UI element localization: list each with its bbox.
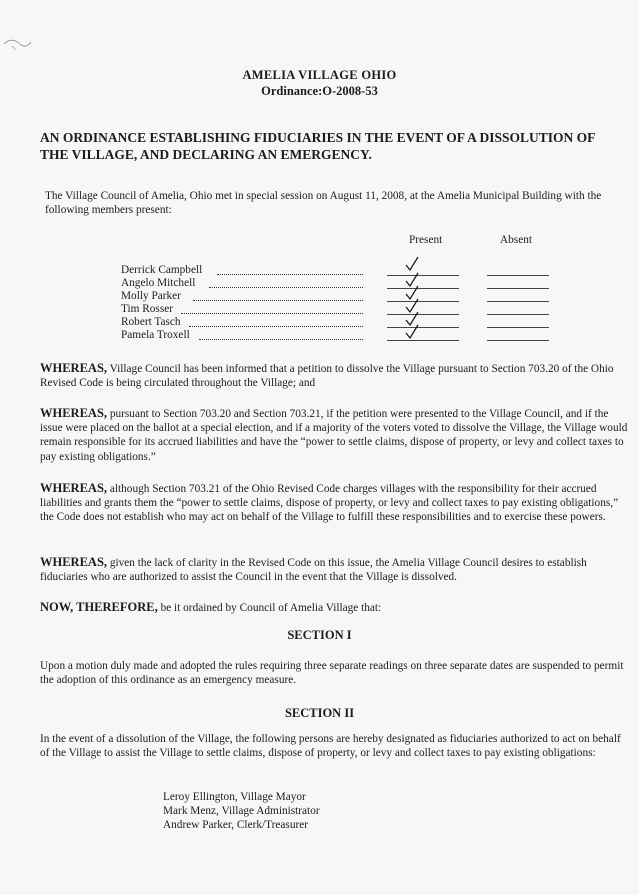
whereas-lead: WHEREAS,	[40, 406, 108, 420]
now-therefore-lead: NOW, THEREFORE,	[40, 600, 158, 614]
section-1-text: Upon a motion duly made and adopted the rules requiring three separate readings on three separate dates are suspended to permit the adoption of this ordinance as an emergency measure.	[40, 660, 624, 687]
whereas-paragraph	[40, 406, 630, 464]
present-column-header: Present	[409, 234, 443, 246]
whereas-paragraph	[40, 481, 630, 525]
scan-mark-icon	[2, 34, 32, 52]
section-2-text: In the event of a dissolution of the Village, the following persons are hereby designated as fiduciaries authorized to act on behalf of the Village to assist the Village to settle claims, dispose of property, or levy and collect taxes to pay existing obligations:	[40, 733, 621, 760]
member-name: Tim Rosser	[121, 303, 174, 315]
absent-column-header: Absent	[500, 234, 533, 246]
fiduciary-item: Leroy Ellington, Village Mayor	[163, 791, 306, 803]
absent-line	[487, 340, 549, 341]
whereas-lead: WHEREAS,	[40, 555, 108, 569]
now-therefore-paragraph	[40, 600, 630, 615]
dot-leader	[193, 300, 363, 301]
whereas-text: Village Council has been informed that a petition to dissolve the Village pursuant to Section 703.20 of the Ohio Revised Code is being circulated throughout the Village; and	[40, 363, 614, 390]
absent-line	[487, 288, 549, 289]
dot-leader	[217, 274, 363, 275]
now-therefore-text: be it ordained by Council of Amelia Village that:	[157, 602, 382, 614]
absent-line	[487, 327, 549, 328]
fiduciary-list	[163, 790, 320, 833]
absent-line	[487, 275, 549, 276]
whereas-paragraph	[40, 555, 630, 584]
member-name: Derrick Campbell	[121, 264, 203, 276]
dot-leader	[189, 326, 363, 327]
present-line	[387, 340, 459, 341]
whereas-lead: WHEREAS,	[40, 481, 108, 495]
whereas-lead: WHEREAS,	[40, 361, 108, 375]
ordinance-title: AN ORDINANCE ESTABLISHING FIDUCIARIES IN THE EVENT OF A DISSOLUTION OF THE VILLAGE, AND DECLARING AN EMERGENCY.	[40, 130, 595, 162]
whereas-text: pursuant to Section 703.20 and Section 703.21, if the petition were presented to the Village Council, and if the issue were placed on the ballot at a special election, and if a majority of the voters voted to dissolve the Village, the Village would remain responsible for its accrued liabilities and have the “power to settle claims, dispose of property, or levy and collect taxes to pay existing obligations.”	[40, 408, 628, 463]
fiduciary-item: Mark Menz, Village Administrator	[163, 805, 320, 818]
dot-leader	[181, 313, 363, 314]
intro-paragraph: The Village Council of Amelia, Ohio met in special session on August 11, 2008, at the Amelia Municipal Building with the following members present:	[45, 190, 602, 217]
present-line	[387, 275, 459, 276]
member-name: Molly Parker	[121, 290, 181, 302]
present-line	[387, 288, 459, 289]
dot-leader	[199, 339, 363, 340]
village-name: AMELIA VILLAGE OHIO	[242, 68, 397, 82]
present-line	[387, 327, 459, 328]
checkmark-icon	[403, 323, 421, 341]
whereas-text: although Section 703.21 of the Ohio Revised Code charges villages with the responsibility for their accrued liabilities and grants them the “power to settle claims, dispose of property, or levy and collect taxes to pay existing obligations,” the Code does not establish who may act on behalf of the Village to fulfill these responsibilities and to exercise these powers.	[40, 483, 619, 524]
ordinance-number: Ordinance:O-2008-53	[261, 84, 378, 98]
fiduciary-item: Andrew Parker, Clerk/Treasurer	[163, 819, 309, 832]
member-name: Pamela Troxell	[121, 329, 190, 341]
member-name: Angelo Mitchell	[121, 277, 196, 289]
dot-leader	[209, 287, 363, 288]
absent-line	[487, 314, 549, 315]
section-2-heading: SECTION II	[284, 706, 355, 720]
whereas-text: given the lack of clarity in the Revised Code on this issue, the Amelia Village Council desires to establish fiduciaries who are authorized to assist the Council in the event that the Village is dissolved.	[40, 557, 587, 584]
present-line	[387, 314, 459, 315]
present-line	[387, 301, 459, 302]
section-1-heading: SECTION I	[287, 628, 352, 642]
absent-line	[487, 301, 549, 302]
whereas-paragraph	[40, 361, 630, 390]
member-name: Robert Tasch	[121, 316, 181, 328]
